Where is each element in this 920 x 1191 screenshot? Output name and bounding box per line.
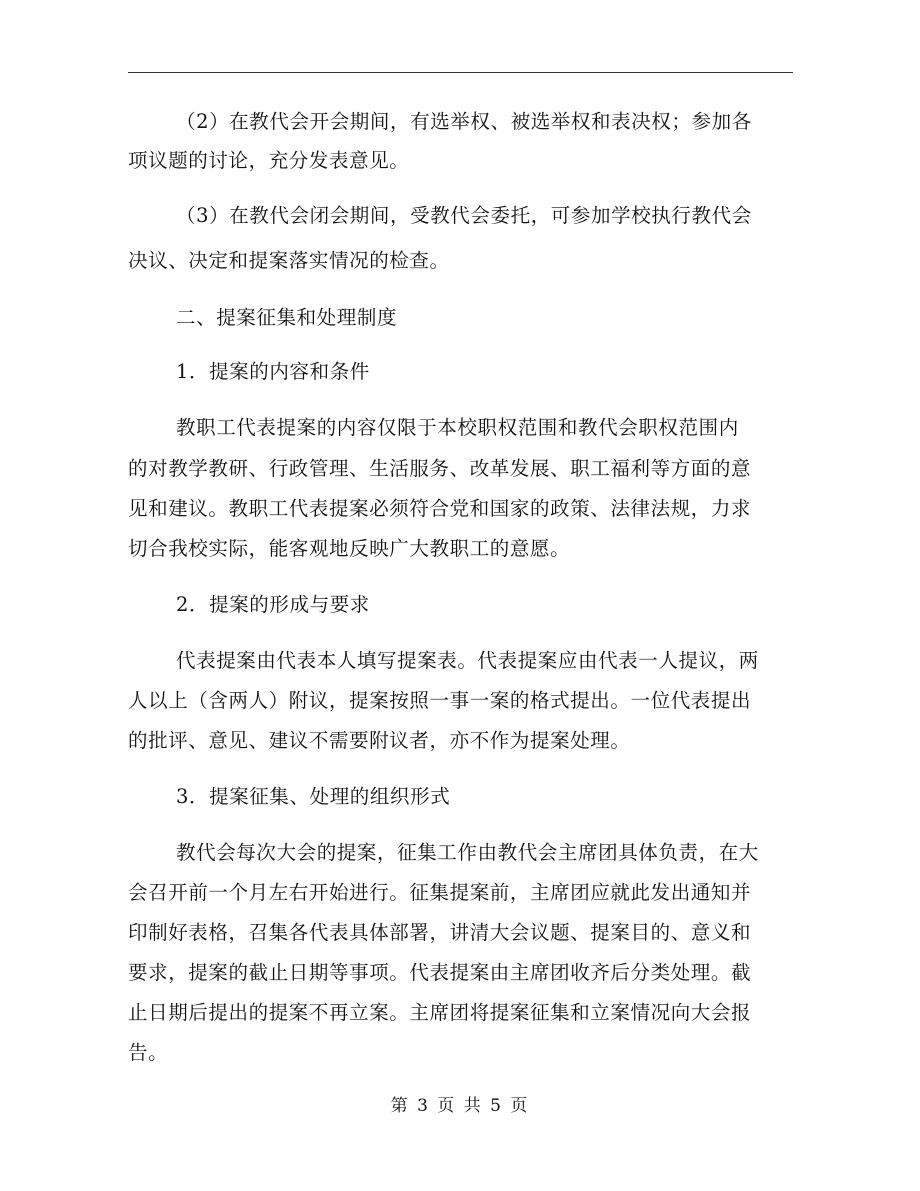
section-heading: 二、提案征集和处理制度 <box>176 306 398 329</box>
text-line: 人以上（含两人）附议，提案按照一事一案的格式提出。一位代表提出 <box>128 689 752 712</box>
text-line: 教职工代表提案的内容仅限于本校职权范围和教代会职权范围内 <box>176 416 739 439</box>
text-line: （3）在教代会闭会期间，受教代会委托，可参加学校执行教代会 <box>176 204 752 227</box>
text-line: 的对教学教研、行政管理、生活服务、改革发展、职工福利等方面的意 <box>128 457 752 480</box>
text-line: 的批评、意见、建议不需要附议者，亦不作为提案处理。 <box>128 729 631 752</box>
text-line: 决议、决定和提案落实情况的检查。 <box>128 249 450 272</box>
text-line: 要求，提案的截止日期等事项。代表提案由主席团收齐后分类处理。截 <box>128 961 752 984</box>
page-footer: 第 3 页 共 5 页 <box>390 1096 530 1116</box>
text-line: 见和建议。教职工代表提案必须符合党和国家的政策、法律法规，力求 <box>128 497 752 520</box>
subsection-heading: 2．提案的形成与要求 <box>176 593 370 616</box>
text-line: 告。 <box>128 1041 169 1064</box>
text-line: （2）在教代会开会期间，有选举权、被选举权和表决权；参加各 <box>176 110 752 133</box>
text-line: 会召开前一个月左右开始进行。征集提案前，主席团应就此发出通知并 <box>128 881 752 904</box>
text-line: 印制好表格，召集各代表具体部署，讲清大会议题、提案目的、意义和 <box>128 921 752 944</box>
subsection-heading: 1．提案的内容和条件 <box>176 360 370 383</box>
subsection-heading: 3．提案征集、处理的组织形式 <box>176 785 451 808</box>
text-line: 止日期后提出的提案不再立案。主席团将提案征集和立案情况向大会报 <box>128 1001 752 1024</box>
text-line: 项议题的讨论，充分发表意见。 <box>128 149 410 172</box>
header-rule <box>128 72 793 73</box>
text-line: 代表提案由代表本人填写提案表。代表提案应由代表一人提议，两 <box>176 649 759 672</box>
text-line: 切合我校实际，能客观地反映广大教职工的意愿。 <box>128 537 571 560</box>
text-line: 教代会每次大会的提案，征集工作由教代会主席团具体负责，在大 <box>176 841 759 864</box>
